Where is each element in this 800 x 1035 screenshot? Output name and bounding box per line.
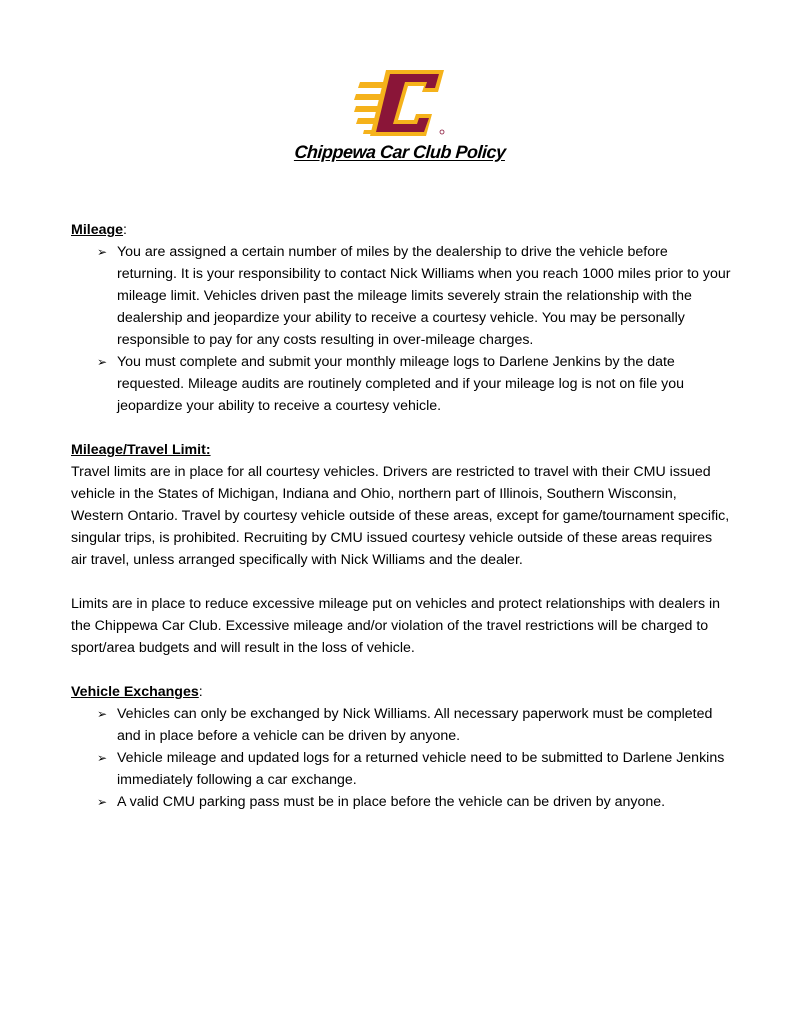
- travel-limit-heading-line: [71, 439, 731, 461]
- arrow-bullet-icon: ➢: [97, 355, 108, 369]
- limits-paragraph: Limits are in place to reduce excessive mileage put on vehicles and protect relationships with dealers in the Chippewa Car Club. Excessive mileage and/or violation of the travel restrictions will be charged to sport/area budgets and will result in the loss of vehicle.: [71, 596, 721, 656]
- arrow-bullet-icon: ➢: [97, 751, 108, 765]
- list-item: [71, 791, 731, 813]
- travel-limit-section: [71, 439, 731, 571]
- exchanges-heading: Vehicle Exchanges: [71, 684, 199, 700]
- arrow-bullet-icon: ➢: [97, 795, 108, 809]
- list-item: [71, 747, 731, 791]
- mileage-heading-line: [71, 219, 731, 241]
- arrow-bullet-icon: ➢: [97, 707, 108, 721]
- exchanges-heading-colon: :: [198, 684, 203, 700]
- vehicle-exchanges-section: [71, 681, 731, 813]
- bullet-text: A valid CMU parking pass must be in place before the vehicle can be driven by anyone.: [117, 794, 666, 810]
- mileage-heading-colon: :: [123, 222, 127, 238]
- list-item: [71, 703, 731, 747]
- exchanges-heading-line: [71, 681, 731, 703]
- document-title: Chippewa Car Club Policy: [293, 142, 507, 162]
- cmu-flying-c-logo-icon: [352, 66, 448, 138]
- travel-limit-paragraph: Travel limits are in place for all courtesy vehicles. Drivers are restricted to travel with their CMU issued vehicle in the States of Michigan, Indiana and Ohio, northern part of Illinois, Southern Wisconsin, Western Ontario. Travel by courtesy vehicle outside of these areas, except for game/tournament specific, singular trips, is prohibited. Recruiting by CMU issued courtesy vehicle outside of these areas requires air travel, unless arranged specifically with Nick Williams and the dealer.: [71, 464, 730, 568]
- mileage-section: [71, 219, 731, 417]
- mileage-bullet-list: [71, 241, 731, 417]
- bullet-text: You are assigned a certain number of miles by the dealership to drive the vehicle before returning. It is your responsibility to contact Nick Williams when you reach 1000 miles prior to your mileage limit. Vehicles driven past the mileage limits severely strain the relationship with the dealership and jeopardize your ability to receive a courtesy vehicle. You may be personally responsible to pay for any costs resulting in over-mileage charges.: [117, 244, 731, 348]
- travel-limit-heading: Mileage/Travel Limit:: [71, 442, 211, 458]
- document-body: [71, 219, 731, 813]
- list-item: [71, 241, 731, 351]
- bullet-text: You must complete and submit your monthly mileage logs to Darlene Jenkins by the date requested. Mileage audits are routinely completed and if your mileage log is not on file you jeopardize your ability to receive a courtesy vehicle.: [117, 354, 685, 414]
- exchanges-bullet-list: [71, 703, 731, 813]
- limits-section: [71, 593, 731, 659]
- mileage-heading: Mileage: [71, 222, 124, 238]
- bullet-text: Vehicle mileage and updated logs for a returned vehicle need to be submitted to Darlene Jenkins immediately following a car exchange.: [117, 750, 725, 788]
- arrow-bullet-icon: ➢: [97, 245, 108, 259]
- bullet-text: Vehicles can only be exchanged by Nick Williams. All necessary paperwork must be completed and in place before a vehicle can be driven by anyone.: [117, 706, 713, 744]
- list-item: [71, 351, 731, 417]
